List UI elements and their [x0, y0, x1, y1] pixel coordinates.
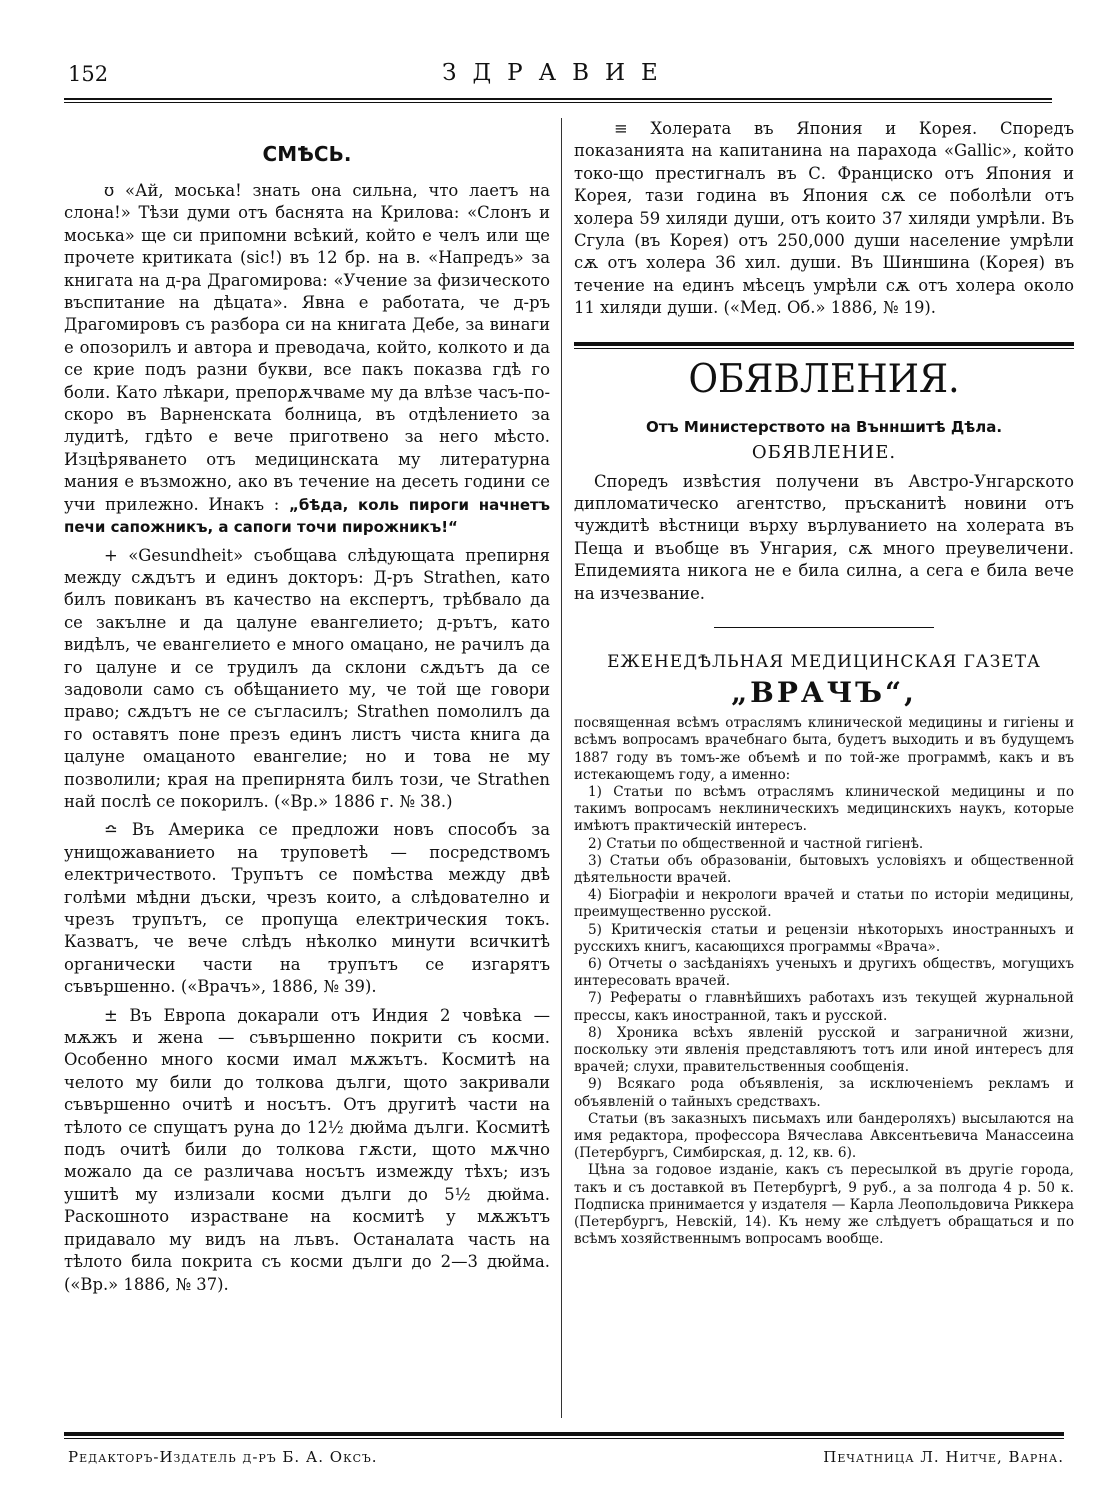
- article-bold-quote: „бѣда, коль пироги начнетъ печи сапожникъ, а сапоги точи пирожникъ!“: [64, 495, 550, 537]
- article-text: Холерата въ Япония и Корея. Споредъ показанията на капитанина на парахода «Gallic», който токо-що престигналъ въ С. Франциско отъ Япония и Корея, тази година въ Япония сѫ се поболѣли отъ холера 59 хиляди души, отъ които 37 хиляди умрѣли. Въ Сгула (въ Корея) отъ 250,000 души население умрѣли сѫ отъ холера 36 хил. души. Въ Шиншина (Корея) въ течение на единъ мѣсецъ умрѣли сѫ отъ холера около 11 хиляди души. («Мед. Об.» 1886, № 19).: [574, 119, 1074, 318]
- ministry-line: Отъ Министерството на Вънншитѣ Дѣла.: [645, 417, 1003, 436]
- gazette-item: 6) Отчеты о засѣданіяхъ ученыхъ и другихъ обществъ, могущихъ интересовать врачей.: [574, 955, 1074, 990]
- article-moska: [64, 180, 550, 539]
- gazette-item: 4) Біографіи и некрологи врачей и статьи по исторіи медицины, преимущественно русской.: [574, 887, 1074, 921]
- article-symbol: ≏: [104, 820, 118, 840]
- gazette-subscription-address: Статьи (въ заказныхъ письмахъ или бандероляхъ) высылаются на имя редактора, профессора Вячеслава Авксентьевича Манассеина (Петербургъ, Симбирская, д. 12, кв. 6).: [574, 1110, 1074, 1162]
- left-column: [64, 118, 550, 1296]
- announcement-heading: ОБЯВЛЕНИЕ.: [751, 441, 897, 463]
- gazette-intro: посвященная всѣмъ отраслямъ клинической медицины и гигіены и всѣмъ вопросамъ врачебнаго быта, будетъ выходить и въ будущемъ 1887 году въ томъ-же объемѣ и по той-же программѣ, какъ и въ истекающемъ году, а именно:: [574, 715, 1074, 783]
- page-header: [64, 58, 1052, 98]
- header-rule: [64, 98, 1052, 103]
- article-symbol: ≡: [614, 119, 628, 138]
- footer-rule: [64, 1432, 1064, 1439]
- page-number: 152: [68, 62, 109, 86]
- article-symbol: ʊ: [104, 181, 115, 200]
- article-text: «Ай, моська! знать она сильна, что лаетъ на слона!» Тѣзи думи отъ баснята на Крилова: «Слонъ и моська» ще си припомни всѣкий, който е челъ или ще прочете критиката (sic!) въ 12 бр. на в. «Напредъ» за книгата на д-ра Драгомирова: «Учение за физическото въспитание на дѣцата». Явна е работата, че д-ръ Драгомировъ съ разбора си на книгата Дебе, за винаги е опозорилъ и автора и преводача, който, колкото и да се крие подъ разни букви, все пакъ показва гдѣ го боли. Като лѣкари, препорѫчваме му да влѣзе часъ-по-скоро въ Варненската болница, въ отдѣлението за лудитѣ, гдѣто е вече приготвено за него мѣсто. Изцѣряването отъ медицинската му литературна мания е възможно, ако въ течение на десеть години се учи прилежно. Инакъ :: [64, 181, 550, 514]
- gazette-item: 3) Статьи объ образованіи, бытовыхъ условіяхъ и общественной дѣятельности врачей.: [574, 852, 1074, 886]
- article-text: «Gesundheit» съобщава слѣдующата препирня между сѫдътъ и единъ докторъ: Д-ръ Strathen, като билъ повиканъ въ качество на експертъ, трѣбвало да се закълне и да цалуне евангелието; д-рътъ, като видѣлъ, че евангелието е много омацано, не рачилъ да го цалуне и се трудилъ да склони сѫдътъ да се задоволи само съ обѣщанието му, че той ще говори право; сѫдътъ не се съгласилъ; Strathen помолилъ да го оставятъ поне презъ единъ листъ чиста книга да цалуне омацаното евангелие; но и това не му позволили; края на препирнята билъ този, че Strathen най послѣ се покорилъ. («Вр.» 1886 г. № 38.): [64, 545, 550, 811]
- gazette-item: 9) Всякаго рода объявленія, за исключеніемъ рекламъ и объявленій о тайныхъ средствахъ.: [574, 1076, 1074, 1110]
- gazette-price: Цѣна за годовое изданіе, какъ съ пересылкой въ другіе города, такъ и съ доставкой въ Петербургѣ, 9 руб., а за полгода 4 р. 50 к. Подписка принимается у издателя — Карла Леопольдовича Риккера (Петербургъ, Невскій, 14). Къ нему же слѣдуетъ обращаться и по всѣмъ хозяйственнымъ вопросамъ вообще.: [574, 1162, 1074, 1248]
- article-text: Въ Америка се предложи новъ способъ за унищожаванието на труповетѣ — посредствомъ електричеството. Трупътъ се помѣства между двѣ голѣми мѣдни дъски, чрезъ които, а слѣдователно и чрезъ трупътъ, се пропуща електрическия токъ. Казватъ, че вече слѣдъ нѣколко минути всичкитѣ органически части на трупътъ се изгарятъ съвършенно. («Врачъ», 1886, № 39).: [64, 820, 550, 997]
- right-column: [574, 118, 1074, 1248]
- section-rule: [574, 342, 1074, 349]
- article-hairy-people: [64, 1005, 550, 1296]
- printer-credit: Печатница Л. Нитче, Варна.: [823, 1448, 1064, 1466]
- article-gesundheit: [64, 545, 550, 814]
- article-text: Въ Европа докарали отъ Индия 2 човѣка — мѫжъ и жена — съвършенно покрити съ косми. Особенно много косми имал мѫжътъ. Космитѣ на челото му били до толкова дълги, щото закривали съвършенно очитѣ и носътъ. Отъ другитѣ части на тѣлото се спущатъ руна до 12½ дюйма дълги. Космитѣ подъ очитѣ били до толкова гѫсти, щото мѫчно можало да се различава носътъ измежду тѣхъ; изъ ушитѣ му излизали косми дълги до 5½ дюйма. Раскошното израстване на космитѣ у мѫжътъ придавало му видъ на лъвъ. Останалата часть на тѣлото била покрита съ косми дълги до 2—3 дюйма. («Вр.» 1886, № 37).: [64, 1005, 550, 1294]
- gazette-item: 1) Статьи по всѣмъ отраслямъ клинической медицины и по такимъ вопросамъ неклиническихъ медицинскихъ наукъ, которые имѣютъ практическій интересъ.: [574, 783, 1074, 835]
- article-cholera-japan: [574, 118, 1074, 320]
- section-title-mixed: СМѢСЬ.: [262, 142, 352, 166]
- gazette-item: 5) Критическія статьи и рецензіи нѣкоторыхъ иностранныхъ и русскихъ книгъ, касающихся программы «Врача».: [574, 921, 1074, 955]
- gazette-item: 7) Рефераты о главнѣйшихъ работахъ изъ текущей журнальной прессы, какъ иностранной, такъ и русской.: [574, 990, 1074, 1024]
- article-america: [64, 819, 550, 998]
- gazette-item: 2) Статьи по общественной и частной гигіенѣ.: [588, 835, 924, 852]
- article-symbol: ±: [104, 1005, 118, 1025]
- announcements-title: ОБЯВЛЕНИЯ.: [688, 357, 960, 402]
- article-symbol: +: [104, 545, 118, 565]
- journal-title: ЗДРАВИЕ: [442, 60, 674, 86]
- gazette-item: 8) Хроника всѣхъ явленій русской и заграничной жизни, поскольку эти явленія представляютъ тотъ или иной интересъ для врачей; слухи, правительственныя сообщенія.: [574, 1024, 1074, 1076]
- columns: [64, 118, 1074, 1418]
- announcement-text: Споредъ извѣстия получени въ Австро-Унгарското дипломатическо агентство, пръсканитѣ новини отъ чуждитѣ вѣстници върху върлуванието на холерата въ Пеща и въобще въ Унгария, сѫ много преувеличени. Епидемията никога не е била силна, а сега е била вече на изчезвание.: [574, 471, 1074, 603]
- column-divider: [561, 118, 562, 1418]
- gazette-name: ЕЖЕНЕДѢЛЬНАЯ МЕДИЦИНСКАЯ ГАЗЕТА: [607, 652, 1041, 673]
- gazette-title: „ВРАЧЪ“,: [731, 676, 917, 710]
- separator-rule: [714, 627, 934, 628]
- editor-credit: Редакторъ-Издатель д-ръ Б. А. Оксъ.: [68, 1448, 378, 1466]
